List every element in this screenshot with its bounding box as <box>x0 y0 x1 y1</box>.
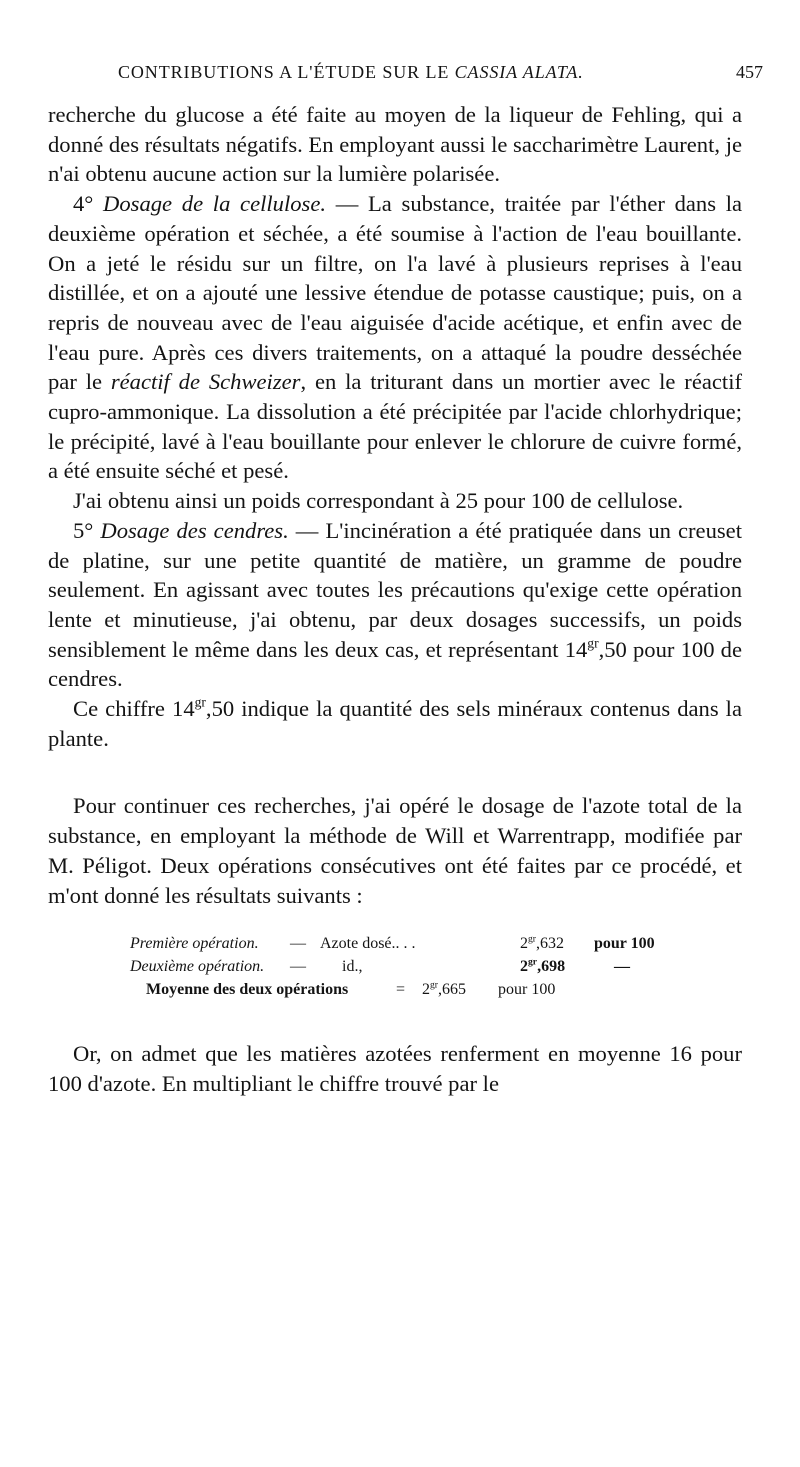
table-gap <box>48 910 742 928</box>
section-gap <box>48 753 742 791</box>
paragraph-cellulose <box>48 189 742 486</box>
results-row-second <box>48 955 742 978</box>
section-number: 4° <box>73 191 94 217</box>
row-tail: pour 100 <box>594 935 655 953</box>
row-label: Première opération. <box>130 935 259 953</box>
italic-term: réactif de Schweizer <box>110 369 301 395</box>
unit-superscript: gr <box>194 694 206 710</box>
paragraph-ash <box>48 516 742 694</box>
paragraph-glucose: recherche du glucose a été faite au moyen de la liqueur de Fehling, qui a donné des résultats négatifs. En employant aussi le saccharimètre Laurent, je n'ai obtenu aucune action sur la lumière polarisée. <box>48 102 742 187</box>
paragraph-minerals <box>48 694 742 753</box>
unit-superscript: gr <box>587 635 599 651</box>
row-dash: — <box>290 958 306 976</box>
paragraph-text: Ce chiffre 14 <box>73 696 195 722</box>
title-italic: CASSIA ALATA. <box>454 62 584 82</box>
section-heading: Dosage de la cellulose. <box>103 191 327 217</box>
value-int: 2 <box>422 981 430 999</box>
paragraph-conclusion: Or, on admet que les matières azotées renferment en moyenne 16 pour 100 d'azote. En multipliant le chiffre trouvé par le <box>48 1041 742 1096</box>
value-unit: gr <box>528 933 536 945</box>
paragraph-cellulose-result: J'ai obtenu ainsi un poids correspondant à 25 pour 100 de cellulose. <box>73 488 684 514</box>
page-number: 457 <box>736 62 763 82</box>
paragraph-text: , en la triturant dans un mortier avec le réactif cupro-ammonique. La dissolution a été précipitée par l'acide chlorhydrique; le précipité, lavé à l'eau bouillante pour enlever le chlorure de cuivre formé, a été ensuite séché et pesé. <box>48 369 742 484</box>
paragraph-text: ,50 indique la quantité des sels minéraux contenus dans la plante. <box>48 696 742 751</box>
section-heading: Dosage des cendres. <box>100 517 289 543</box>
running-title <box>118 62 584 83</box>
value-unit: gr <box>430 979 438 991</box>
results-row-average <box>48 978 742 1001</box>
section-number: 5° <box>73 517 94 543</box>
row-dash: — <box>290 935 306 953</box>
results-row-first <box>48 932 742 955</box>
row-value <box>520 932 564 955</box>
value-int: 2 <box>520 935 528 953</box>
paragraph-text: ,50 pour 100 de cendres. <box>48 636 742 692</box>
row-value <box>422 978 466 1001</box>
value-unit: gr <box>528 956 538 968</box>
value-int: 2 <box>520 958 528 976</box>
row-description: id., <box>342 958 363 976</box>
paragraph-text: — La substance, traitée par l'éther dans la deuxième opération et séchée, a été soumise à l'action de l'eau bouillante. On a jeté le résidu sur un filtre, on l'a lavé à plusieurs reprises à l'eau distillée, et on a ajouté une lessive étendue de potasse caustique; puis, on a repris de nouveau avec de l'eau aiguisée d'acide acétique, et enfin avec de l'eau pure. Après ces divers traitements, on a attaqué la poudre desséchée par le <box>48 191 742 395</box>
value-dec: ,632 <box>536 935 564 953</box>
title-prefix: CONTRIBUTIONS A L'ÉTUDE SUR LE <box>118 62 450 82</box>
running-header <box>118 62 763 92</box>
section-gap <box>48 1001 742 1039</box>
row-equals: = <box>396 981 406 999</box>
row-description: Azote dosé.. . . <box>320 935 416 953</box>
paragraph-text: — L'incinération a été pratiquée dans un creuset de platine, sur une petite quantité de matière, un gramme de poudre seulement. En agissant avec toutes les précautions qu'exige cette opération lente et minutieuse, j'ai obtenu, par deux dosages successifs, un poids sensiblement le même dans les deux cas, et représentant 14 <box>48 517 742 662</box>
page-body <box>48 100 742 1099</box>
row-tail: pour 100 <box>498 981 556 999</box>
row-value <box>520 955 565 978</box>
results-table <box>48 932 742 1001</box>
value-dec: ,698 <box>537 958 566 976</box>
row-label: Moyenne des deux opérations <box>146 981 349 999</box>
row-label: Deuxième opération. <box>130 958 265 976</box>
paragraph-nitrogen: Pour continuer ces recherches, j'ai opéré le dosage de l'azote total de la substance, en employant la méthode de Will et Warrentrapp, modifiée par M. Péligot. Deux opérations consécutives ont été faites par ce procédé, et m'ont donné les résultats suivants : <box>48 793 742 908</box>
row-tail: — <box>614 958 630 976</box>
value-dec: ,665 <box>438 981 466 999</box>
